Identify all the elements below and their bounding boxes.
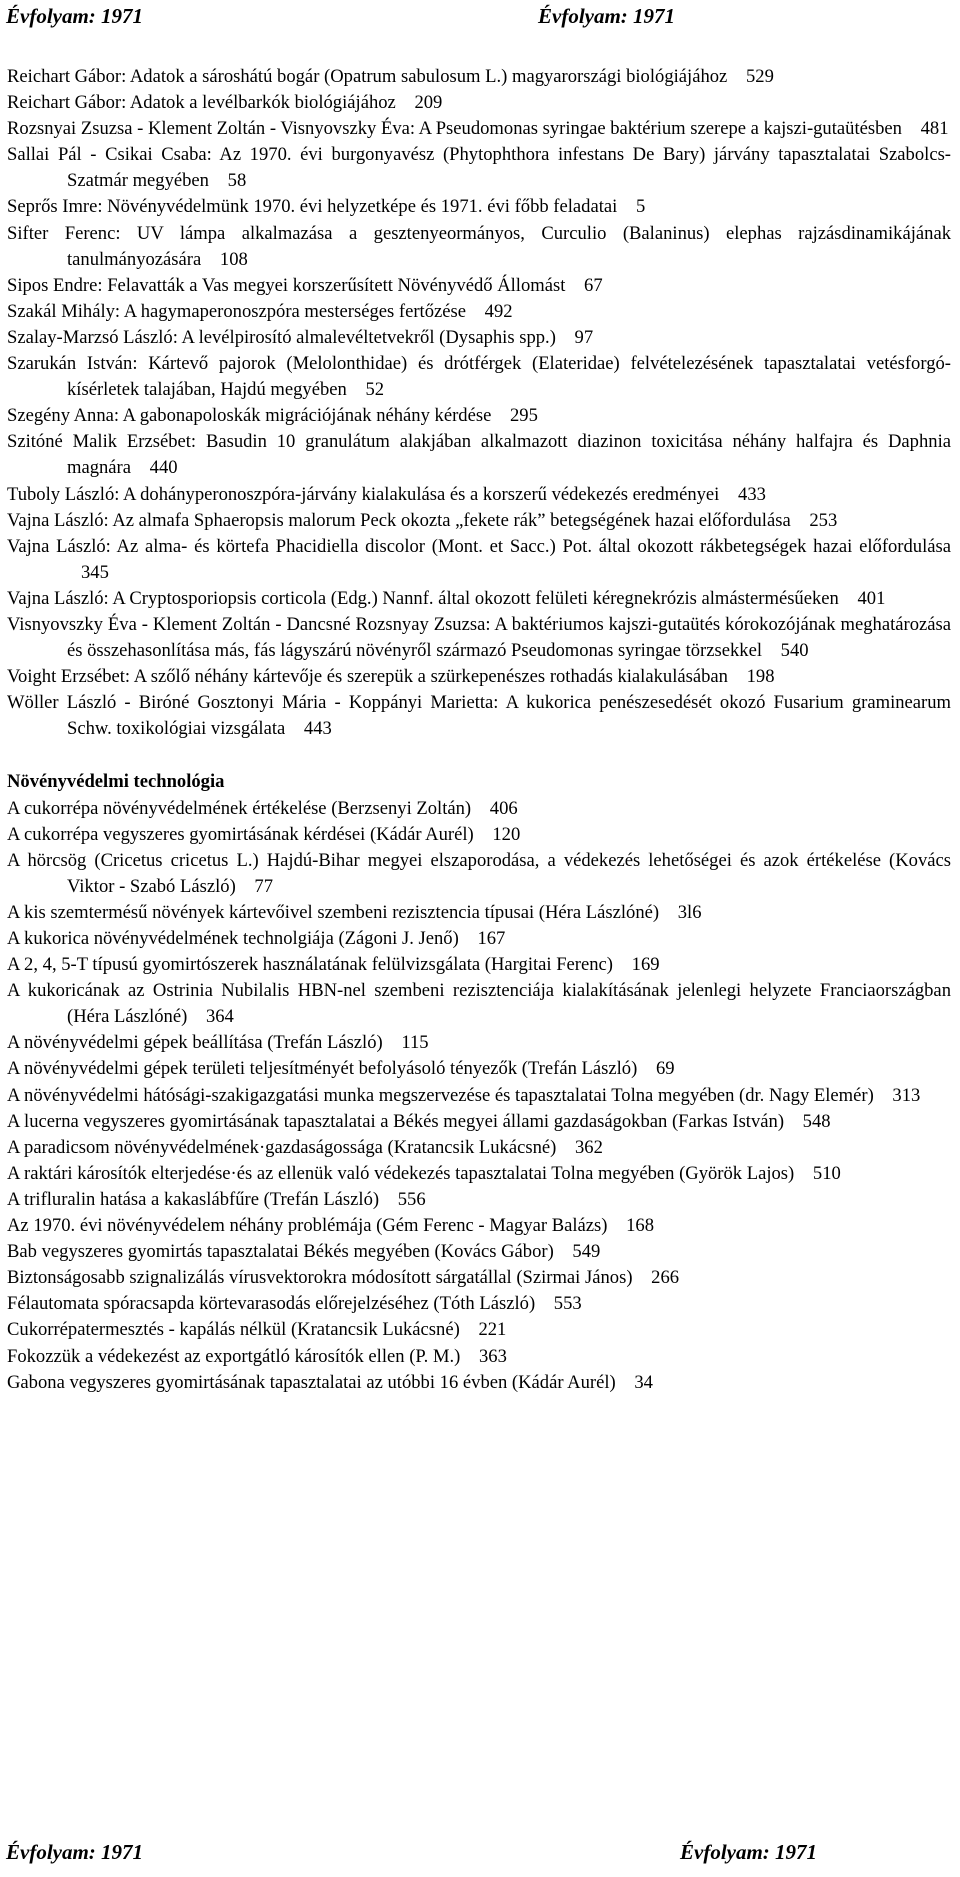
index-entry (7, 952, 951, 978)
entry-page-number: 313 (892, 1084, 921, 1106)
index-entry (7, 1291, 951, 1317)
entry-title: A cukorrépa növényvédelmének értékelése (Berzsenyi Zoltán) (7, 797, 472, 819)
header-volume-right: Évfolyam: 1971 (538, 4, 676, 28)
entry-title: A kukoricának az Ostrinia Nubilalis HBN-nel szembeni rezisztenciája kialakításának jelenlegi helyzete Franciaországban (Héra Lászlóné) (7, 980, 951, 1028)
index-entry (7, 1265, 951, 1291)
entry-title: Cukorrépatermesztés - kapálás nélkül (Kratancsik Lukácsné) (7, 1319, 460, 1341)
index-entry (7, 273, 951, 299)
entry-page-number: 108 (219, 248, 248, 270)
index-entry (7, 1370, 951, 1396)
entry-page-number: 363 (479, 1345, 507, 1367)
entry-title: Bab vegyszeres gyomirtás tapasztalatai Békés megyében (Kovács Gábor) (7, 1241, 554, 1263)
index-entry (7, 926, 951, 952)
entry-page-number: 529 (745, 66, 774, 87)
index-entry (7, 482, 951, 508)
entry-page-number: 169 (631, 954, 660, 976)
entry-page-number: 168 (626, 1215, 655, 1237)
header-volume-left: Évfolyam: 1971 (6, 4, 144, 28)
index-entry (7, 1344, 951, 1370)
index-entry (7, 116, 951, 142)
entry-title: Voight Erzsébet: A szőlő néhány kártevője és szerepük a szürkepenészes rothadás kialakulásában (7, 666, 728, 688)
entry-page-number: 3l6 (677, 901, 702, 923)
entry-page-number: 120 (492, 823, 521, 845)
entry-title: Sipos Endre: Felavatták a Vas megyei korszerűsített Növényvédő Állomást (7, 274, 566, 296)
section-title: Növényvédelmi technológia (7, 771, 225, 793)
index-entry (7, 534, 951, 586)
entry-page-number: 34 (634, 1371, 653, 1393)
index-entry (7, 822, 951, 848)
index-entry (7, 64, 951, 90)
entry-page-number: 97 (574, 326, 594, 348)
entry-page-number: 492 (484, 300, 513, 322)
index-entry (7, 351, 951, 403)
entry-page-number: 510 (812, 1162, 841, 1184)
entry-page-number: 345 (81, 561, 109, 583)
entry-page-number: 209 (414, 92, 443, 114)
entry-title: Rozsnyai Zsuzsa - Klement Zoltán - Visnyovszky Éva: A Pseudomonas syringae baktérium szerepe a kajszi-gutaütésben (7, 118, 902, 140)
entry-page-number: 77 (254, 875, 274, 897)
index-entry (7, 848, 951, 900)
entry-page-number: 556 (397, 1188, 426, 1210)
entry-page-number: 406 (489, 797, 518, 819)
index-entry (7, 690, 951, 742)
entry-title: A kis szemtermésű növények kártevőivel szembeni rezisztencia típusai (Héra Lászlóné) (7, 901, 660, 923)
entry-page-number: 58 (227, 170, 247, 192)
index-entry (7, 978, 951, 1030)
running-footer (0, 1838, 960, 1874)
entry-page-number: 5 (635, 196, 646, 218)
index-entry (7, 1213, 951, 1239)
entry-title: Vajna László: A Cryptosporiopsis corticola (Edg.) Nannf. által okozott felületi kéregnekrózis almástermésűeken (7, 587, 839, 609)
entry-page-number: 67 (584, 274, 603, 296)
index-entry (7, 325, 951, 351)
entry-title: A lucerna vegyszeres gyomirtásának tapasztalatai a Békés megyei állami gazdaságokban (Farkas István) (7, 1110, 785, 1132)
entry-title: A 2, 4, 5-T típusú gyomirtószerek használatának felülvizsgálata (Hargitai Ferenc) (7, 954, 613, 976)
index-entry (7, 403, 951, 429)
running-header (0, 2, 960, 38)
entry-page-number: 115 (401, 1032, 429, 1054)
technology-index-list (7, 796, 951, 1396)
entry-page-number: 167 (477, 928, 506, 949)
entry-page-number: 481 (920, 118, 949, 140)
entry-title: A növényvédelmi hátósági-szakigazgatási munka megszervezése és tapasztalatai Tolna megyében (dr. Nagy Elemér) (7, 1084, 874, 1106)
index-entry (7, 90, 951, 116)
index-entry (7, 1083, 951, 1109)
entry-page-number: 221 (478, 1319, 507, 1341)
entry-title: Félautomata spóracsapda körtevarasodás előrejelzéséhez (Tóth László) (7, 1293, 536, 1315)
index-entry (7, 1317, 951, 1343)
index-entry (7, 1109, 951, 1135)
index-content (7, 64, 951, 1396)
index-entry (7, 900, 951, 926)
entry-title: Vajna László: Az alma- és körtefa Phacidiella discolor (Mont. et Sacc.) Pot. által okozott rákbetegségek hazai előfordulása (7, 535, 951, 557)
entry-title: Szakál Mihály: A hagymaperonoszpóra mesterséges fertőzése (7, 300, 467, 322)
entry-title: Fokozzük a védekezést az exportgátló károsítók ellen (P. M.) (7, 1345, 461, 1367)
entry-title: Szalay-Marzsó László: A levélpirosító almalevéltetvekről (Dysaphis spp.) (7, 326, 556, 348)
author-index-list (7, 64, 951, 742)
entry-page-number: 52 (365, 379, 385, 401)
entry-title: Sallai Pál - Csikai Csaba: Az 1970. évi burgonyavész (Phytophthora infestans De Bary) járvány tapasztalatai Szabolcs-Szatmár megyében (7, 144, 951, 192)
index-entry (7, 796, 951, 822)
entry-title: A növényvédelmi gépek beállítása (Trefán László) (7, 1032, 383, 1054)
entry-title: Az 1970. évi növényvédelem néhány problémája (Gém Ferenc - Magyar Balázs) (7, 1215, 608, 1237)
entry-page-number: 553 (553, 1293, 582, 1315)
index-entry (7, 1135, 951, 1161)
index-entry (7, 508, 951, 534)
entry-page-number: 540 (780, 640, 809, 662)
entry-title: A trifluralin hatása a kakaslábfűre (Trefán László) (7, 1188, 380, 1210)
entry-title: Visnyovszky Éva - Klement Zoltán - Dancsné Rozsnyay Zsuzsa: A baktériumos kajszi-gutaütés kórokozójának meghatározása és összehasonlítása más, fás lágyszárú növényről származó Pseudomonas syringae törzsekkel (7, 613, 951, 662)
entry-title: A raktári károsítók elterjedése·és az ellenük való védekezés tapasztalatai Tolna megyében (Györök Lajos) (7, 1162, 795, 1184)
index-entry (7, 194, 951, 220)
entry-page-number: 362 (575, 1136, 603, 1158)
index-entry (7, 429, 951, 481)
entry-page-number: 440 (149, 457, 178, 479)
index-entry (7, 1056, 951, 1082)
entry-page-number: 549 (572, 1241, 601, 1263)
entry-title: Szitóné Malik Erzsébet: Basudin 10 granulátum alakjában alkalmazott diazinon toxicitása néhány halfajra és Daphnia magnára (7, 431, 951, 479)
index-entry (7, 1239, 951, 1265)
footer-volume-right: Évfolyam: 1971 (680, 1840, 818, 1864)
entry-title: A növényvédelmi gépek területi teljesítményét befolyásoló tényezők (Trefán László) (7, 1058, 638, 1080)
entry-title: Reichart Gábor: Adatok a sároshátú bogár (Opatrum sabulosum L.) magyarországi biológiájához (7, 66, 728, 87)
entry-page-number: 253 (809, 509, 838, 531)
index-entry (7, 586, 951, 612)
entry-page-number: 364 (205, 1006, 234, 1028)
index-entry (7, 299, 951, 325)
entry-title: A kukorica növényvédelmének technolgiája (Zágoni J. Jenő) (7, 928, 459, 949)
entry-title: Seprős Imre: Növényvédelmünk 1970. évi helyzetképe és 1971. évi főbb feladatai (7, 196, 618, 218)
entry-page-number: 443 (303, 718, 332, 740)
entry-page-number: 266 (651, 1267, 680, 1289)
entry-page-number: 401 (857, 587, 886, 609)
entry-page-number: 548 (802, 1110, 831, 1132)
index-entry (7, 221, 951, 273)
entry-title: Tuboly László: A dohányperonoszpóra-járvány kialakulása és a korszerű védekezés eredményei (7, 483, 720, 505)
index-entry (7, 1187, 951, 1213)
index-entry (7, 1161, 951, 1187)
index-entry (7, 1030, 951, 1056)
entry-title: A paradicsom növényvédelmének·gazdaságossága (Kratancsik Lukácsné) (7, 1136, 557, 1158)
entry-title: Vajna László: Az almafa Sphaeropsis malorum Peck okozta „fekete rák” betegségének hazai előfordulása (7, 509, 791, 531)
entry-page-number: 198 (746, 666, 775, 688)
entry-title: Wöller László - Biróné Gosztonyi Mária - Koppányi Marietta: A kukorica penészesedését okozó Fusarium graminearum Schw. toxikológiai vizsgálata (7, 692, 951, 740)
entry-title: A hörcsög (Cricetus cricetus L.) Hajdú-Bihar megyei elszaporodása, a védekezés lehetőségei és azok értékelése (Kovács Viktor - Szabó László) (7, 849, 951, 897)
entry-title: Reichart Gábor: Adatok a levélbarkók biológiájához (7, 92, 396, 114)
entry-title: Szegény Anna: A gabonapoloskák migrációjának néhány kérdése (7, 405, 492, 427)
index-entry (7, 612, 951, 664)
index-entry (7, 142, 951, 194)
entry-title: Szarukán István: Kártevő pajorok (Melolonthidae) és drótférgek (Elateridae) felvételezésének tapasztalatai vetésforgó-kísérletek talajában, Hajdú megyében (7, 353, 951, 401)
entry-page-number: 69 (655, 1058, 675, 1080)
entry-page-number: 295 (509, 405, 538, 427)
entry-title: Gabona vegyszeres gyomirtásának tapasztalatai az utóbbi 16 évben (Kádár Aurél) (7, 1371, 616, 1393)
entry-title: A cukorrépa vegyszeres gyomirtásának kérdései (Kádár Aurél) (7, 823, 474, 845)
entry-title: Sifter Ferenc: UV lámpa alkalmazása a gesztenyeormányos, Curculio (Balaninus) elephas rajzásdinamikájának tanulmányozására (7, 222, 951, 270)
entry-title: Biztonságosabb szignalizálás vírusvektorokra módosított sárgatállal (Szirmai János) (7, 1267, 633, 1289)
footer-volume-left: Évfolyam: 1971 (6, 1840, 144, 1864)
index-entry (7, 664, 951, 690)
entry-page-number: 433 (738, 483, 766, 505)
